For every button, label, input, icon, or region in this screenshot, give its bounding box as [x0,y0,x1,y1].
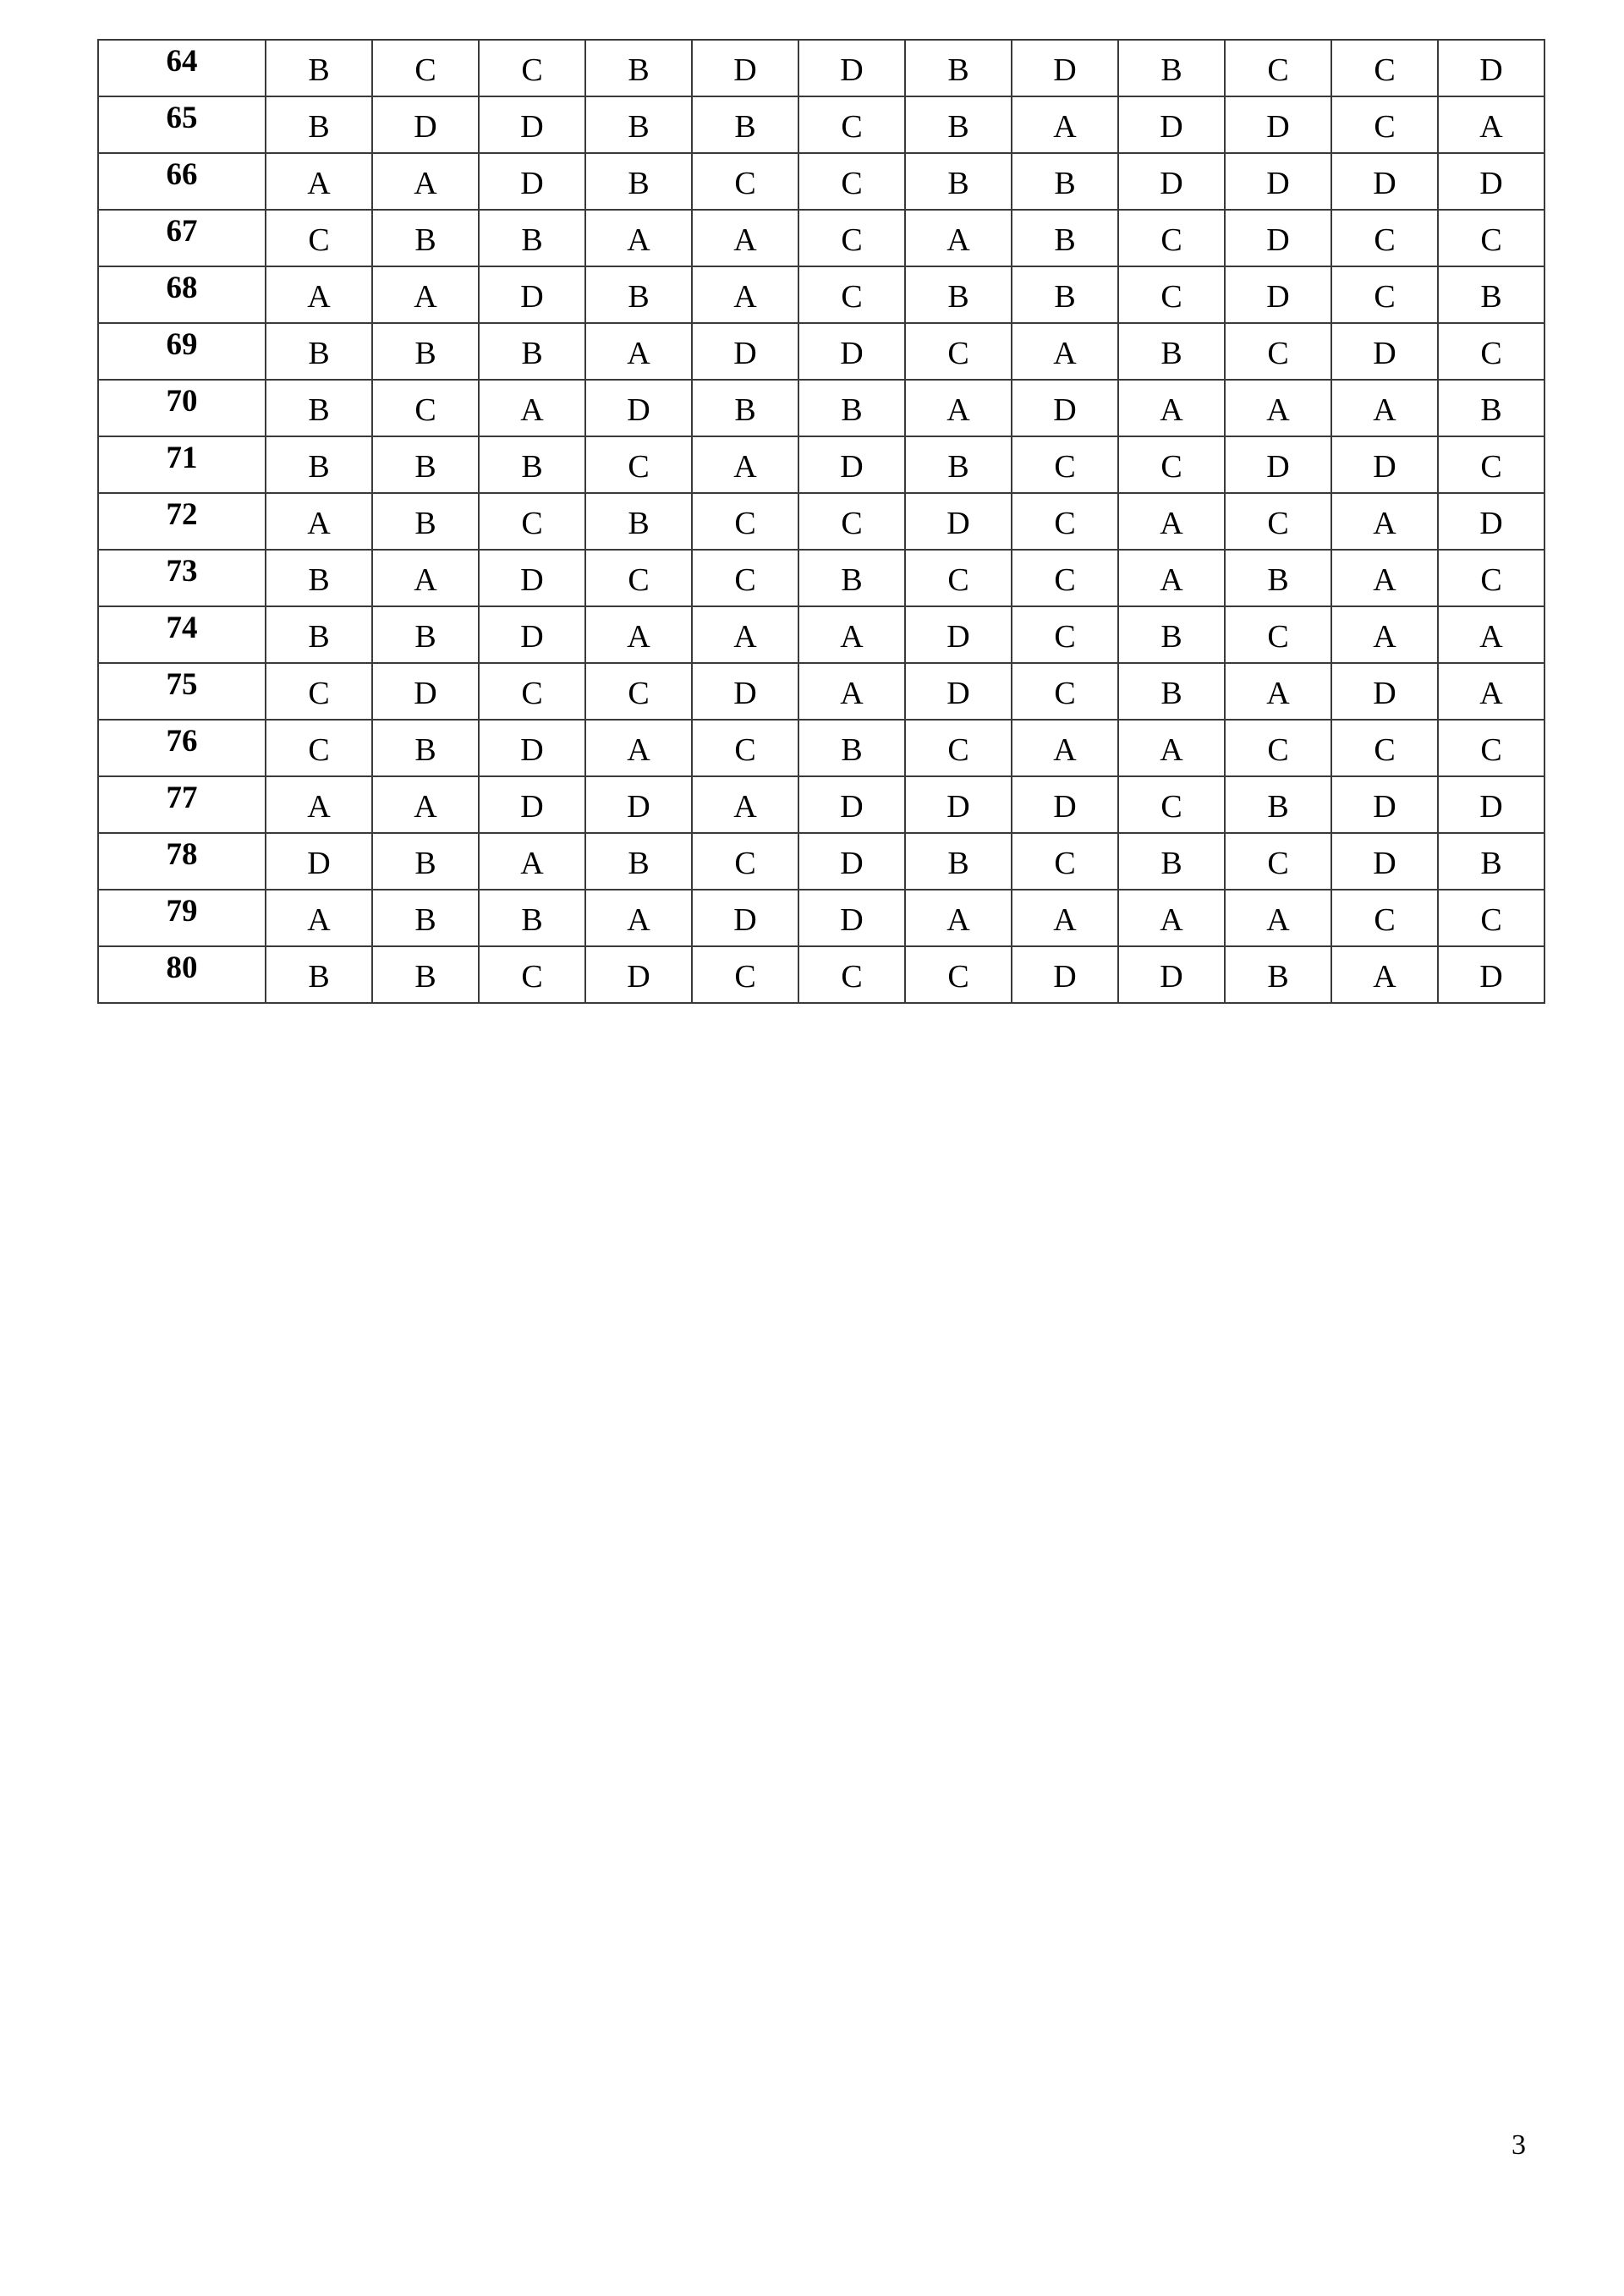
answer-cell: C [585,550,692,606]
table-row [98,946,1544,1003]
answer-cell: A [1225,663,1331,720]
table-row [98,663,1544,720]
table-row [98,40,1544,96]
answer-cell: D [1438,946,1544,1003]
answer-cell: A [905,380,1012,436]
answer-cell: A [1012,96,1118,153]
answer-cell: B [692,96,798,153]
answer-cell: A [692,436,798,493]
answer-cell: C [1118,210,1225,266]
answer-cell: B [798,550,905,606]
table-row [98,436,1544,493]
answer-cell: D [479,550,585,606]
answer-cell: A [1438,606,1544,663]
answer-cell: C [798,493,905,550]
answer-cell: A [1012,890,1118,946]
answer-key-table [97,39,1545,1004]
answer-cell: D [585,776,692,833]
answer-cell: B [585,40,692,96]
answer-cell: B [1118,323,1225,380]
answer-cell: B [1118,40,1225,96]
answer-cell: A [1118,720,1225,776]
answer-cell: C [1331,96,1438,153]
table-row [98,833,1544,890]
answer-cell: B [372,323,479,380]
answer-cell: A [372,776,479,833]
answer-cell: A [585,720,692,776]
answer-cell: C [479,663,585,720]
answer-cell: A [1118,550,1225,606]
answer-cell: D [585,946,692,1003]
answer-cell: D [372,663,479,720]
answer-cell: D [1331,833,1438,890]
question-number-cell: 69 [98,323,266,380]
answer-cell: D [692,40,798,96]
answer-cell: B [372,946,479,1003]
answer-cell: D [1012,380,1118,436]
answer-cell: B [905,833,1012,890]
answer-cell: C [1012,606,1118,663]
answer-table-body [98,40,1544,1003]
answer-cell: B [372,210,479,266]
answer-cell: C [585,663,692,720]
question-number-cell: 75 [98,663,266,720]
answer-cell: A [1225,890,1331,946]
answer-cell: B [1225,550,1331,606]
answer-cell: B [1438,380,1544,436]
answer-cell: A [1331,946,1438,1003]
answer-cell: D [1225,153,1331,210]
answer-cell: D [1331,776,1438,833]
answer-cell: C [1438,436,1544,493]
answer-cell: B [585,153,692,210]
answer-cell: C [1331,890,1438,946]
answer-cell: C [1438,210,1544,266]
answer-cell: A [266,890,372,946]
answer-cell: A [1225,380,1331,436]
question-number-cell: 71 [98,436,266,493]
answer-cell: A [1118,493,1225,550]
answer-cell: C [798,96,905,153]
answer-cell: D [905,606,1012,663]
question-number-cell: 66 [98,153,266,210]
answer-cell: B [585,493,692,550]
answer-cell: C [1225,493,1331,550]
answer-cell: B [1012,210,1118,266]
table-row [98,720,1544,776]
answer-cell: B [1438,833,1544,890]
table-row [98,96,1544,153]
answer-cell: A [692,606,798,663]
answer-cell: B [585,833,692,890]
answer-cell: B [479,210,585,266]
answer-cell: C [905,323,1012,380]
answer-cell: B [372,436,479,493]
answer-cell: D [692,890,798,946]
answer-cell: C [372,40,479,96]
answer-cell: C [266,663,372,720]
answer-cell: C [266,210,372,266]
answer-cell: D [692,663,798,720]
answer-cell: C [1225,720,1331,776]
answer-cell: A [372,550,479,606]
answer-cell: B [905,153,1012,210]
answer-cell: B [266,946,372,1003]
answer-cell: D [1118,946,1225,1003]
answer-cell: C [692,493,798,550]
answer-cell: C [1012,436,1118,493]
answer-cell: C [692,833,798,890]
answer-cell: A [479,833,585,890]
answer-cell: B [372,720,479,776]
answer-cell: C [798,266,905,323]
answer-cell: A [798,606,905,663]
answer-cell: C [479,946,585,1003]
answer-cell: C [1012,663,1118,720]
table-row [98,890,1544,946]
answer-cell: B [266,323,372,380]
answer-cell: A [1331,380,1438,436]
answer-cell: D [479,96,585,153]
answer-cell: B [1225,946,1331,1003]
question-number-cell: 67 [98,210,266,266]
answer-cell: B [266,96,372,153]
answer-cell: B [1012,153,1118,210]
answer-cell: B [585,266,692,323]
answer-cell: B [266,550,372,606]
question-number-cell: 77 [98,776,266,833]
answer-cell: C [1012,833,1118,890]
answer-cell: C [266,720,372,776]
answer-cell: A [585,890,692,946]
question-number-cell: 78 [98,833,266,890]
answer-cell: C [692,720,798,776]
answer-cell: D [1225,210,1331,266]
answer-cell: C [798,153,905,210]
answer-cell: B [1012,266,1118,323]
answer-cell: C [1438,890,1544,946]
answer-cell: D [1012,776,1118,833]
answer-cell: D [1331,436,1438,493]
answer-cell: B [905,436,1012,493]
answer-cell: D [479,720,585,776]
table-row [98,493,1544,550]
answer-cell: B [798,380,905,436]
answer-cell: D [372,96,479,153]
answer-cell: D [479,776,585,833]
answer-cell: B [1438,266,1544,323]
table-row [98,266,1544,323]
answer-cell: D [1118,153,1225,210]
answer-cell: B [585,96,692,153]
answer-cell: A [585,323,692,380]
answer-cell: B [372,833,479,890]
answer-cell: B [266,40,372,96]
answer-cell: C [1438,550,1544,606]
answer-cell: A [1331,550,1438,606]
answer-cell: D [798,833,905,890]
answer-cell: C [798,210,905,266]
answer-cell: D [1331,323,1438,380]
answer-cell: B [266,380,372,436]
answer-cell: C [1331,720,1438,776]
answer-cell: C [585,436,692,493]
answer-cell: A [1012,323,1118,380]
answer-cell: D [905,663,1012,720]
answer-cell: D [798,436,905,493]
answer-cell: B [266,436,372,493]
answer-cell: A [266,266,372,323]
answer-cell: A [798,663,905,720]
answer-cell: B [1225,776,1331,833]
answer-cell: C [1331,266,1438,323]
answer-cell: C [1331,40,1438,96]
answer-cell: A [905,890,1012,946]
table-row [98,776,1544,833]
answer-cell: D [1331,663,1438,720]
answer-cell: D [1438,493,1544,550]
answer-cell: D [479,153,585,210]
answer-cell: C [1225,606,1331,663]
answer-cell: A [692,266,798,323]
answer-cell: A [372,153,479,210]
question-number-cell: 80 [98,946,266,1003]
answer-cell: A [266,493,372,550]
answer-cell: A [1438,663,1544,720]
table-row [98,153,1544,210]
answer-cell: B [1118,606,1225,663]
answer-cell: D [798,40,905,96]
answer-cell: D [798,323,905,380]
answer-cell: D [1438,40,1544,96]
answer-cell: D [692,323,798,380]
answer-cell: B [372,606,479,663]
answer-cell: B [905,40,1012,96]
answer-cell: D [1225,436,1331,493]
answer-cell: D [798,776,905,833]
answer-cell: A [1331,606,1438,663]
answer-cell: B [905,266,1012,323]
answer-cell: C [905,720,1012,776]
answer-cell: D [585,380,692,436]
answer-cell: B [479,323,585,380]
answer-cell: D [1438,153,1544,210]
page-number: 3 [1512,2129,1526,2161]
answer-cell: C [1225,40,1331,96]
question-number-cell: 70 [98,380,266,436]
question-number-cell: 76 [98,720,266,776]
answer-cell: A [479,380,585,436]
question-number-cell: 64 [98,40,266,96]
answer-cell: C [1118,266,1225,323]
question-number-cell: 74 [98,606,266,663]
answer-cell: A [1438,96,1544,153]
answer-cell: D [479,266,585,323]
answer-cell: D [905,493,1012,550]
answer-cell: A [372,266,479,323]
answer-cell: A [692,776,798,833]
answer-cell: B [479,890,585,946]
answer-cell: C [1438,323,1544,380]
answer-cell: B [266,606,372,663]
answer-cell: A [266,153,372,210]
answer-cell: B [372,493,479,550]
answer-cell: C [905,550,1012,606]
answer-cell: C [1012,550,1118,606]
answer-cell: D [1012,946,1118,1003]
answer-cell: C [1118,776,1225,833]
question-number-cell: 79 [98,890,266,946]
answer-cell: C [1331,210,1438,266]
answer-cell: D [905,776,1012,833]
answer-cell: B [479,436,585,493]
answer-cell: A [692,210,798,266]
answer-cell: A [1118,890,1225,946]
answer-cell: C [479,493,585,550]
answer-cell: C [692,153,798,210]
answer-cell: D [266,833,372,890]
answer-cell: C [1118,436,1225,493]
answer-cell: A [905,210,1012,266]
table-row [98,380,1544,436]
answer-cell: D [1012,40,1118,96]
answer-cell: A [1118,380,1225,436]
answer-cell: C [798,946,905,1003]
answer-cell: B [905,96,1012,153]
answer-cell: B [798,720,905,776]
answer-cell: D [1118,96,1225,153]
answer-cell: A [585,210,692,266]
answer-cell: C [479,40,585,96]
answer-cell: C [1225,833,1331,890]
answer-cell: C [372,380,479,436]
answer-cell: B [692,380,798,436]
answer-cell: C [1225,323,1331,380]
answer-cell: A [1331,493,1438,550]
answer-cell: B [372,890,479,946]
answer-cell: C [1012,493,1118,550]
answer-cell: A [1012,720,1118,776]
table-row [98,210,1544,266]
answer-cell: B [1118,663,1225,720]
answer-cell: C [905,946,1012,1003]
answer-cell: D [798,890,905,946]
answer-cell: A [266,776,372,833]
answer-cell: C [1438,720,1544,776]
answer-cell: D [1225,96,1331,153]
question-number-cell: 73 [98,550,266,606]
table-row [98,550,1544,606]
table-row [98,323,1544,380]
answer-cell: A [585,606,692,663]
question-number-cell: 68 [98,266,266,323]
table-row [98,606,1544,663]
answer-cell: C [692,550,798,606]
answer-cell: D [1331,153,1438,210]
answer-cell: D [1438,776,1544,833]
question-number-cell: 65 [98,96,266,153]
question-number-cell: 72 [98,493,266,550]
answer-cell: C [692,946,798,1003]
answer-cell: D [479,606,585,663]
answer-cell: B [1118,833,1225,890]
answer-cell: D [1225,266,1331,323]
